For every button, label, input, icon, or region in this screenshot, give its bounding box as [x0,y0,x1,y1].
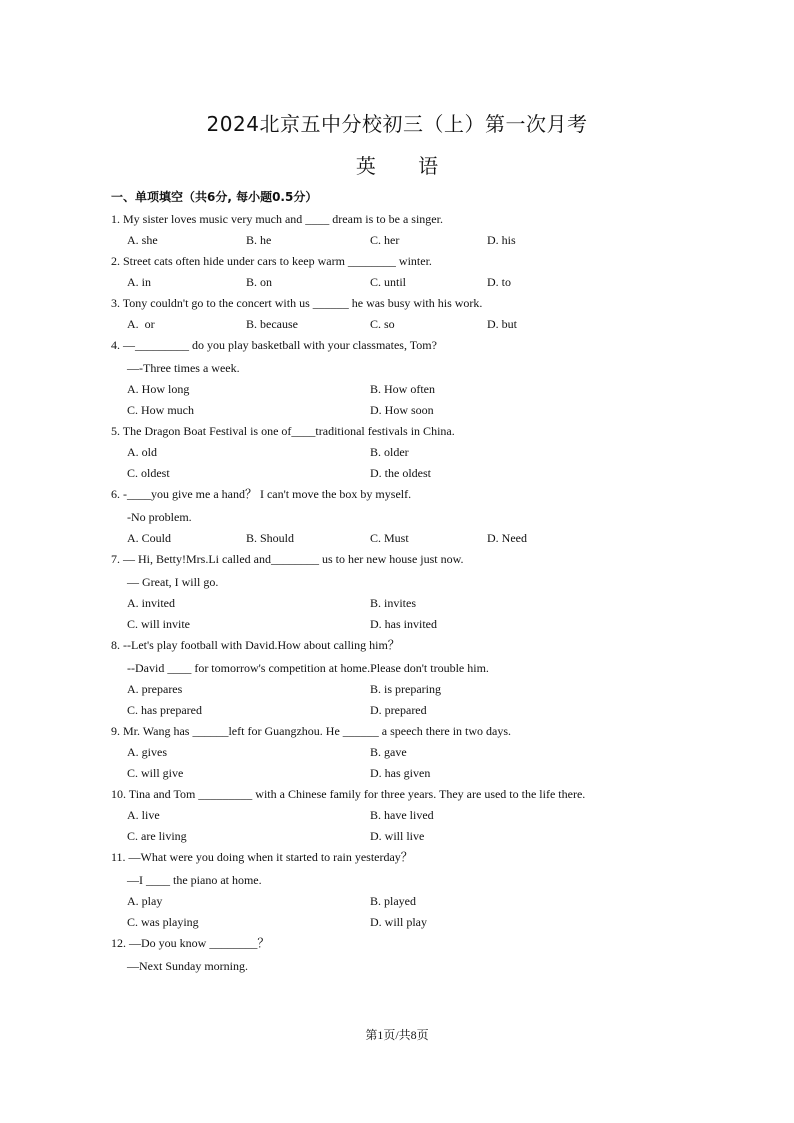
option-c: C. has prepared [127,703,202,717]
option-d: D. to [487,275,511,289]
option-b: B. played [370,894,416,908]
options-row [111,700,711,721]
question-stem: 1. My sister loves music very much and ____ dream is to be a singer. [111,212,443,226]
option-d: D. will live [370,829,425,843]
options-row [111,528,711,549]
option-d: D. How soon [370,403,434,417]
question-reply: — Great, I will go. [127,575,219,589]
question-item [111,721,711,784]
options-row [111,614,711,635]
option-d: D. his [487,233,516,247]
option-c: C. oldest [127,466,170,480]
option-a: A. play [127,894,163,908]
option-a: A. live [127,808,160,822]
options-row [111,826,711,847]
question-item [111,335,711,421]
option-b: B. on [246,275,273,289]
option-b: B. is preparing [370,682,441,696]
question-stem: 4. —_________ do you play basketball with your classmates, Tom? [111,338,437,352]
question-stem: 2. Street cats often hide under cars to keep warm ________ winter. [111,254,432,268]
option-c: C. Must [370,531,409,545]
option-b: B. he [246,233,272,247]
question-reply: —I ____ the piano at home. [127,873,262,887]
option-b: B. How often [370,382,435,396]
option-a: A. Could [127,531,172,545]
options-row [111,463,711,484]
question-item [111,635,711,721]
section-heading: 一、单项填空（共6分, 每小题0.5分） [111,190,318,204]
option-c: C. her [370,233,400,247]
question-item [111,421,711,484]
question-stem: 7. — Hi, Betty!Mrs.Li called and________ us to her new house just now. [111,552,464,566]
question-item [111,933,711,977]
question-stem: 11. —What were you doing when it started to rain yesterday？ [111,850,413,864]
option-b: B. Should [246,531,295,545]
options-row [111,912,711,933]
question-item [111,251,711,293]
option-a: A. How long [127,382,190,396]
option-b: B. older [370,445,409,459]
question-stem: 9. Mr. Wang has ______left for Guangzhou. He ______ a speech there in two days. [111,724,512,738]
options-row [111,805,711,826]
question-stem: 10. Tina and Tom _________ with a Chinese family for three years. They are used to the life there. [111,787,586,801]
question-reply: -No problem. [127,510,192,524]
option-a: A. prepares [127,682,183,696]
question-item [111,784,711,847]
options-row [111,742,711,763]
question-stem: 5. The Dragon Boat Festival is one of____traditional festivals in China. [111,424,455,438]
option-d: D. will play [370,915,427,929]
question-item [111,847,711,933]
option-c: C. until [370,275,407,289]
question-stem: 3. Tony couldn't go to the concert with us ______ he was busy with his work. [111,296,483,310]
option-a: A. or [127,317,155,331]
question-item [111,293,711,335]
question-reply: —Next Sunday morning. [127,959,248,973]
options-row [111,272,711,293]
option-c: C. so [370,317,395,331]
option-c: C. are living [127,829,187,843]
option-a: A. she [127,233,158,247]
options-row [111,763,711,784]
question-item [111,484,711,549]
option-b: B. invites [370,596,417,610]
option-a: A. in [127,275,151,289]
option-d: D. but [487,317,517,331]
option-b: B. because [246,317,298,331]
question-item [111,549,711,635]
option-d: D. Need [487,531,527,545]
question-stem: 8. --Let's play football with David.How about calling him？ [111,638,400,652]
page-subject: 英 语 [355,154,439,178]
options-row [111,379,711,400]
option-a: A. gives [127,745,167,759]
options-row [111,442,711,463]
option-d: D. prepared [370,703,427,717]
options-row [111,400,711,421]
option-c: C. will give [127,766,184,780]
option-d: D. the oldest [370,466,431,480]
question-item [111,209,711,251]
option-a: A. invited [127,596,175,610]
option-a: A. old [127,445,157,459]
page-title: 2024北京五中分校初三（上）第一次月考 [206,112,588,136]
option-b: B. gave [370,745,407,759]
option-d: D. has given [370,766,431,780]
options-row [111,679,711,700]
options-row [111,593,711,614]
option-b: B. have lived [370,808,434,822]
question-reply: --David ____ for tomorrow's competition at home.Please don't trouble him. [127,661,489,675]
question-stem: 6. -____you give me a hand？ I can't move the box by myself. [111,487,412,501]
page-number: 第1页/共8页 [365,1028,429,1042]
option-c: C. was playing [127,915,199,929]
options-row [111,891,711,912]
options-row [111,230,711,251]
question-list [111,209,711,977]
options-row [111,314,711,335]
question-reply: —-Three times a week. [127,361,240,375]
option-c: C. How much [127,403,194,417]
option-c: C. will invite [127,617,190,631]
question-stem: 12. —Do you know ________？ [111,936,270,950]
option-d: D. has invited [370,617,437,631]
